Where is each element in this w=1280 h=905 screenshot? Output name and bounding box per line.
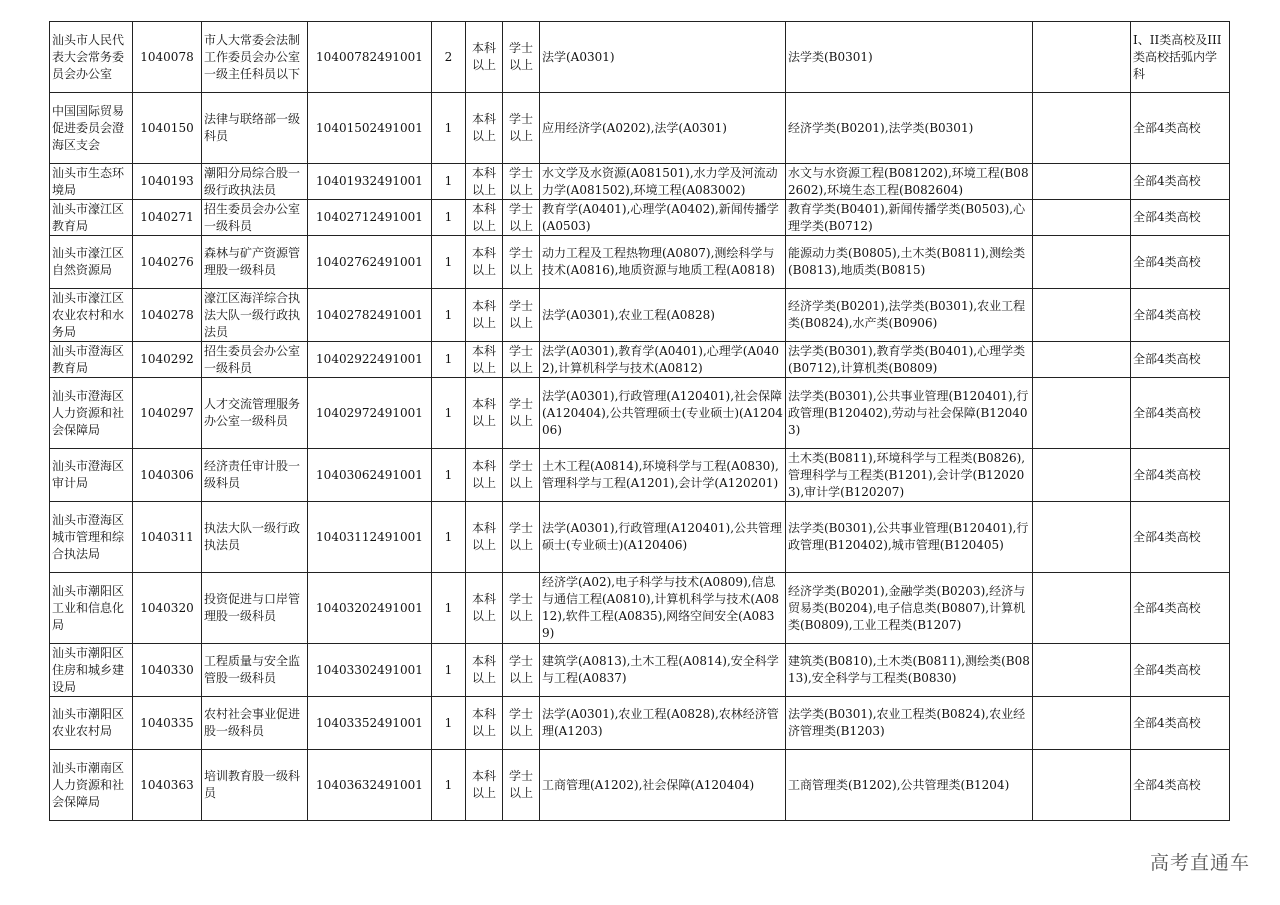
major-a-cell: 法学(A0301),农业工程(A0828): [540, 289, 786, 342]
unit-code-cell: 1040311: [133, 502, 202, 573]
table-row: [50, 200, 1230, 236]
major-a-cell: 建筑学(A0813),土木工程(A0814),安全科学与工程(A0837): [540, 644, 786, 697]
recruitment-table: [49, 21, 1230, 821]
degree-cell: 学士以上: [503, 22, 540, 93]
position-code-cell: 10403302491001: [308, 644, 432, 697]
unit-code-cell: 1040271: [133, 200, 202, 236]
table-row: [50, 289, 1230, 342]
extra-cell: [1033, 378, 1131, 449]
degree-cell: 学士以上: [503, 93, 540, 164]
table-row: [50, 164, 1230, 200]
degree-cell: 学士以上: [503, 342, 540, 378]
position-code-cell: 10403062491001: [308, 449, 432, 502]
degree-cell: 学士以上: [503, 573, 540, 644]
degree-cell: 学士以上: [503, 449, 540, 502]
major-a-cell: 教育学(A0401),心理学(A0402),新闻传播学(A0503): [540, 200, 786, 236]
education-cell: 本科以上: [466, 342, 503, 378]
position-code-cell: 10401932491001: [308, 164, 432, 200]
position-code-cell: 10402972491001: [308, 378, 432, 449]
unit-code-cell: 1040078: [133, 22, 202, 93]
unit-code-cell: 1040150: [133, 93, 202, 164]
table-row: [50, 502, 1230, 573]
table-row: [50, 644, 1230, 697]
position-cell: 投资促进与口岸管理股一级科员: [202, 573, 308, 644]
major-b-cell: 能源动力类(B0805),土木类(B0811),测绘类(B0813),地质类(B0815): [786, 236, 1033, 289]
major-b-cell: 建筑类(B0810),土木类(B0811),测绘类(B0813),安全科学与工程类(B0830): [786, 644, 1033, 697]
headcount-cell: 1: [432, 502, 466, 573]
headcount-cell: 1: [432, 573, 466, 644]
unit-code-cell: 1040276: [133, 236, 202, 289]
position-cell: 培训教育股一级科员: [202, 750, 308, 821]
major-b-cell: 法学类(B0301),农业工程类(B0824),农业经济管理类(B1203): [786, 697, 1033, 750]
position-code-cell: 10403202491001: [308, 573, 432, 644]
unit-code-cell: 1040292: [133, 342, 202, 378]
department-cell: 汕头市潮阳区工业和信息化局: [50, 573, 133, 644]
table-row: [50, 573, 1230, 644]
department-cell: 中国国际贸易促进委员会澄海区支会: [50, 93, 133, 164]
unit-code-cell: 1040306: [133, 449, 202, 502]
headcount-cell: 1: [432, 378, 466, 449]
school-scope-cell: 全部4类高校: [1131, 644, 1230, 697]
school-scope-cell: 全部4类高校: [1131, 342, 1230, 378]
extra-cell: [1033, 93, 1131, 164]
major-a-cell: 法学(A0301): [540, 22, 786, 93]
table-row: [50, 93, 1230, 164]
school-scope-cell: 全部4类高校: [1131, 449, 1230, 502]
major-b-cell: 经济学类(B0201),法学类(B0301),农业工程类(B0824),水产类(B0906): [786, 289, 1033, 342]
headcount-cell: 1: [432, 236, 466, 289]
education-cell: 本科以上: [466, 750, 503, 821]
major-b-cell: 工商管理类(B1202),公共管理类(B1204): [786, 750, 1033, 821]
education-cell: 本科以上: [466, 200, 503, 236]
department-cell: 汕头市澄海区人力资源和社会保障局: [50, 378, 133, 449]
school-scope-cell: 全部4类高校: [1131, 93, 1230, 164]
department-cell: 汕头市生态环境局: [50, 164, 133, 200]
major-b-cell: 水文与水资源工程(B081202),环境工程(B082602),环境生态工程(B082604): [786, 164, 1033, 200]
position-code-cell: 10402922491001: [308, 342, 432, 378]
degree-cell: 学士以上: [503, 200, 540, 236]
extra-cell: [1033, 22, 1131, 93]
education-cell: 本科以上: [466, 289, 503, 342]
degree-cell: 学士以上: [503, 750, 540, 821]
position-code-cell: 10403112491001: [308, 502, 432, 573]
major-a-cell: 水文学及水资源(A081501),水力学及河流动力学(A081502),环境工程(A083002): [540, 164, 786, 200]
department-cell: 汕头市潮阳区住房和城乡建设局: [50, 644, 133, 697]
department-cell: 汕头市濠江区教育局: [50, 200, 133, 236]
major-a-cell: 法学(A0301),教育学(A0401),心理学(A0402),计算机科学与技术(A0812): [540, 342, 786, 378]
school-scope-cell: 全部4类高校: [1131, 236, 1230, 289]
department-cell: 汕头市澄海区教育局: [50, 342, 133, 378]
school-scope-cell: 全部4类高校: [1131, 289, 1230, 342]
extra-cell: [1033, 342, 1131, 378]
education-cell: 本科以上: [466, 378, 503, 449]
extra-cell: [1033, 697, 1131, 750]
position-cell: 执法大队一级行政执法员: [202, 502, 308, 573]
department-cell: 汕头市潮阳区农业农村局: [50, 697, 133, 750]
position-cell: 招生委员会办公室一级科员: [202, 342, 308, 378]
extra-cell: [1033, 644, 1131, 697]
degree-cell: 学士以上: [503, 164, 540, 200]
education-cell: 本科以上: [466, 22, 503, 93]
major-a-cell: 动力工程及工程热物理(A0807),测绘科学与技术(A0816),地质资源与地质工程(A0818): [540, 236, 786, 289]
position-cell: 森林与矿产资源管理股一级科员: [202, 236, 308, 289]
position-cell: 潮阳分局综合股一级行政执法员: [202, 164, 308, 200]
extra-cell: [1033, 164, 1131, 200]
position-code-cell: 10401502491001: [308, 93, 432, 164]
table-row: [50, 378, 1230, 449]
degree-cell: 学士以上: [503, 289, 540, 342]
school-scope-cell: 全部4类高校: [1131, 200, 1230, 236]
major-b-cell: 法学类(B0301): [786, 22, 1033, 93]
position-cell: 农村社会事业促进股一级科员: [202, 697, 308, 750]
table-row: [50, 449, 1230, 502]
headcount-cell: 2: [432, 22, 466, 93]
headcount-cell: 1: [432, 200, 466, 236]
education-cell: 本科以上: [466, 644, 503, 697]
position-code-cell: 10403632491001: [308, 750, 432, 821]
department-cell: 汕头市澄海区审计局: [50, 449, 133, 502]
position-code-cell: 10402762491001: [308, 236, 432, 289]
position-cell: 招生委员会办公室一级科员: [202, 200, 308, 236]
school-scope-cell: 全部4类高校: [1131, 697, 1230, 750]
school-scope-cell: 全部4类高校: [1131, 502, 1230, 573]
headcount-cell: 1: [432, 289, 466, 342]
school-scope-cell: 全部4类高校: [1131, 750, 1230, 821]
position-cell: 市人大常委会法制工作委员会办公室一级主任科员以下: [202, 22, 308, 93]
headcount-cell: 1: [432, 449, 466, 502]
watermark-text: 高考直通车: [1149, 852, 1250, 874]
unit-code-cell: 1040193: [133, 164, 202, 200]
table-row: [50, 342, 1230, 378]
position-cell: 法律与联络部一级科员: [202, 93, 308, 164]
unit-code-cell: 1040297: [133, 378, 202, 449]
unit-code-cell: 1040363: [133, 750, 202, 821]
extra-cell: [1033, 573, 1131, 644]
major-a-cell: 工商管理(A1202),社会保障(A120404): [540, 750, 786, 821]
school-scope-cell: 全部4类高校: [1131, 164, 1230, 200]
degree-cell: 学士以上: [503, 502, 540, 573]
extra-cell: [1033, 200, 1131, 236]
major-a-cell: 应用经济学(A0202),法学(A0301): [540, 93, 786, 164]
unit-code-cell: 1040278: [133, 289, 202, 342]
department-cell: 汕头市人民代表大会常务委员会办公室: [50, 22, 133, 93]
position-code-cell: 10400782491001: [308, 22, 432, 93]
major-a-cell: 法学(A0301),行政管理(A120401),公共管理硕士(专业硕士)(A120406): [540, 502, 786, 573]
education-cell: 本科以上: [466, 573, 503, 644]
major-a-cell: 土木工程(A0814),环境科学与工程(A0830),管理科学与工程(A1201),会计学(A120201): [540, 449, 786, 502]
headcount-cell: 1: [432, 697, 466, 750]
major-b-cell: 法学类(B0301),公共事业管理(B120401),行政管理(B120402),劳动与社会保障(B120403): [786, 378, 1033, 449]
headcount-cell: 1: [432, 164, 466, 200]
major-b-cell: 教育学类(B0401),新闻传播学类(B0503),心理学类(B0712): [786, 200, 1033, 236]
table-body: [50, 22, 1230, 821]
major-b-cell: 土木类(B0811),环境科学与工程类(B0826),管理科学与工程类(B1201),会计学(B120203),审计学(B120207): [786, 449, 1033, 502]
major-a-cell: 经济学(A02),电子科学与技术(A0809),信息与通信工程(A0810),计算机科学与技术(A0812),软件工程(A0835),网络空间安全(A0839): [540, 573, 786, 644]
extra-cell: [1033, 236, 1131, 289]
education-cell: 本科以上: [466, 236, 503, 289]
table-row: [50, 697, 1230, 750]
position-cell: 经济责任审计股一级科员: [202, 449, 308, 502]
table-row: [50, 22, 1230, 93]
position-cell: 人才交流管理服务办公室一级科员: [202, 378, 308, 449]
extra-cell: [1033, 502, 1131, 573]
extra-cell: [1033, 750, 1131, 821]
headcount-cell: 1: [432, 644, 466, 697]
position-code-cell: 10402712491001: [308, 200, 432, 236]
degree-cell: 学士以上: [503, 378, 540, 449]
position-cell: 濠江区海洋综合执法大队一级行政执法员: [202, 289, 308, 342]
degree-cell: 学士以上: [503, 644, 540, 697]
school-scope-cell: I、II类高校及III类高校括弧内学科: [1131, 22, 1230, 93]
major-b-cell: 法学类(B0301),公共事业管理(B120401),行政管理(B120402),城市管理(B120405): [786, 502, 1033, 573]
extra-cell: [1033, 289, 1131, 342]
unit-code-cell: 1040330: [133, 644, 202, 697]
position-code-cell: 10402782491001: [308, 289, 432, 342]
major-b-cell: 法学类(B0301),教育学类(B0401),心理学类(B0712),计算机类(B0809): [786, 342, 1033, 378]
education-cell: 本科以上: [466, 93, 503, 164]
department-cell: 汕头市濠江区自然资源局: [50, 236, 133, 289]
major-a-cell: 法学(A0301),行政管理(A120401),社会保障(A120404),公共管理硕士(专业硕士)(A120406): [540, 378, 786, 449]
unit-code-cell: 1040320: [133, 573, 202, 644]
department-cell: 汕头市潮南区人力资源和社会保障局: [50, 750, 133, 821]
education-cell: 本科以上: [466, 449, 503, 502]
unit-code-cell: 1040335: [133, 697, 202, 750]
position-cell: 工程质量与安全监管股一级科员: [202, 644, 308, 697]
department-cell: 汕头市濠江区农业农村和水务局: [50, 289, 133, 342]
headcount-cell: 1: [432, 750, 466, 821]
education-cell: 本科以上: [466, 502, 503, 573]
major-b-cell: 经济学类(B0201),金融学类(B0203),经济与贸易类(B0204),电子信息类(B0807),计算机类(B0809),工业工程类(B1207): [786, 573, 1033, 644]
degree-cell: 学士以上: [503, 236, 540, 289]
table-row: [50, 750, 1230, 821]
position-code-cell: 10403352491001: [308, 697, 432, 750]
major-a-cell: 法学(A0301),农业工程(A0828),农林经济管理(A1203): [540, 697, 786, 750]
degree-cell: 学士以上: [503, 697, 540, 750]
headcount-cell: 1: [432, 93, 466, 164]
department-cell: 汕头市澄海区城市管理和综合执法局: [50, 502, 133, 573]
school-scope-cell: 全部4类高校: [1131, 378, 1230, 449]
extra-cell: [1033, 449, 1131, 502]
major-b-cell: 经济学类(B0201),法学类(B0301): [786, 93, 1033, 164]
school-scope-cell: 全部4类高校: [1131, 573, 1230, 644]
education-cell: 本科以上: [466, 697, 503, 750]
headcount-cell: 1: [432, 342, 466, 378]
table-row: [50, 236, 1230, 289]
education-cell: 本科以上: [466, 164, 503, 200]
